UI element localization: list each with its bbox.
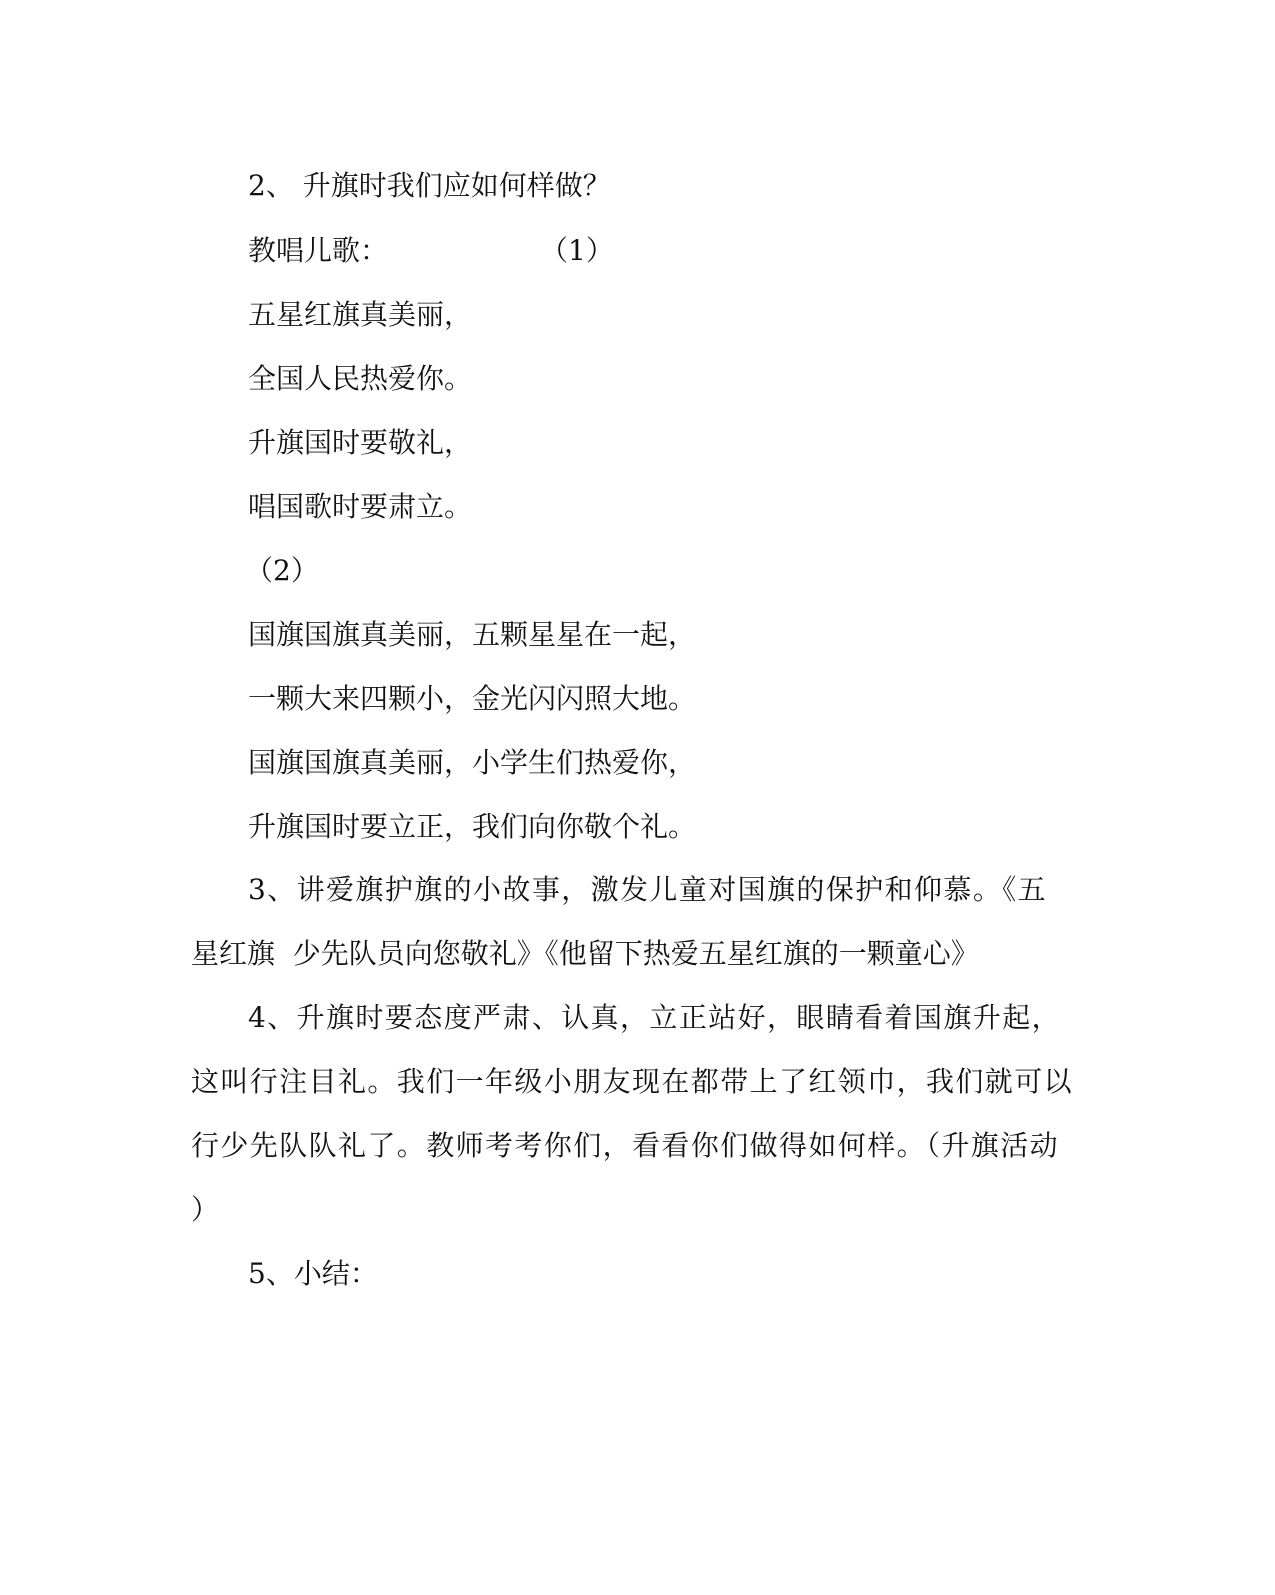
section4-line-1: 4、升旗时要态度严肃、认真，立正站好，眼睛看着国旗升起， (248, 1001, 1062, 1034)
section3-line-2: 星红旗 少先队员向您敬礼》《他留下热爱五星红旗的一颗童心》 (191, 937, 979, 970)
song1-line-1: 五星红旗真美丽， (248, 298, 473, 331)
song1-line-3: 升旗国时要敬礼， (248, 426, 473, 459)
song2-label: （2） (245, 554, 319, 587)
section5-heading: 5、小结： (248, 1257, 378, 1290)
section4-line-3: 行少先队队礼了。教师考考你们，看看你们做得如何样。（升旗活动 (191, 1129, 1060, 1162)
song2-line-3: 国旗国旗真美丽，小学生们热爱你， (248, 746, 697, 779)
section4-line-2: 这叫行注目礼。我们一年级小朋友现在都带上了红领巾，我们就可以 (191, 1065, 1074, 1098)
section4-line-4: ） (191, 1193, 220, 1226)
song2-line-2: 一颗大来四颗小，金光闪闪照大地。 (248, 682, 697, 715)
song2-line-1: 国旗国旗真美丽，五颗星星在一起， (248, 618, 697, 651)
section2-heading: 2、 升旗时我们应如何样做？ (248, 169, 611, 202)
song1-line-4: 唱国歌时要肃立。 (248, 490, 473, 523)
song1-label: （1） (540, 234, 614, 267)
song1-line-2: 全国人民热爱你。 (248, 362, 473, 395)
song-intro: 教唱儿歌： (248, 234, 389, 267)
section3-line-1: 3、讲爱旗护旗的小故事，激发儿童对国旗的保护和仰慕。《五 (248, 873, 1048, 906)
song2-line-4: 升旗国时要立正，我们向你敬个礼。 (248, 810, 697, 843)
